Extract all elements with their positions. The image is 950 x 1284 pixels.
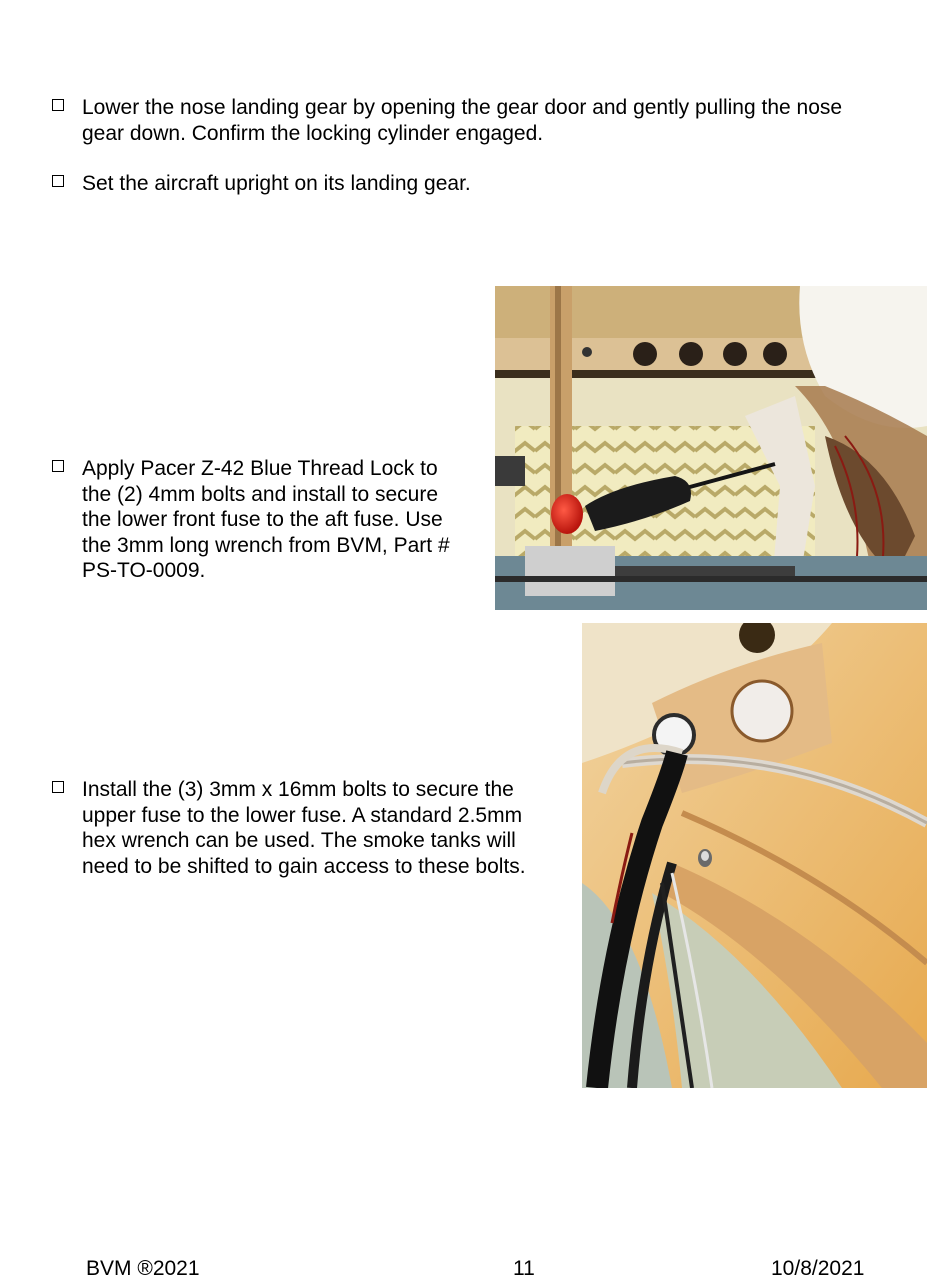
checkbox-icon[interactable] — [52, 175, 64, 187]
checkbox-icon[interactable] — [52, 781, 64, 793]
footer-date: 10/8/2021 — [771, 1257, 865, 1280]
step-text: Set the aircraft upright on its landing gear. — [82, 172, 471, 195]
checklist-item-thread-lock — [52, 456, 450, 584]
upper-fuse-bolts-photo — [582, 623, 927, 1088]
checklist-item-set-upright — [52, 171, 471, 197]
checkbox-icon[interactable] — [52, 99, 64, 111]
step-text: Apply Pacer Z-42 Blue Thread Lock to the (2) 4mm bolts and install to secure the lower front fuse to the aft fuse. Use the 3mm long wrench from BVM, Part # PS-TO-0009. — [82, 457, 450, 582]
step-text: Install the (3) 3mm x 16mm bolts to secure the upper fuse to the lower fuse. A standard 2.5mm hex wrench can be used. The smoke tanks will need to be shifted to gain access to these bolts. — [82, 778, 526, 878]
fuse-bolt-photo — [495, 286, 927, 610]
footer-copyright: BVM ®2021 — [86, 1257, 200, 1280]
checklist-item-upper-fuse-bolts — [52, 777, 526, 879]
checkbox-icon[interactable] — [52, 460, 64, 472]
step-text: Lower the nose landing gear by opening the gear door and gently pulling the nose gear down. Confirm the locking cylinder engaged. — [82, 96, 843, 145]
footer-page-number: 11 — [513, 1257, 535, 1280]
checklist-item-lower-nose-gear — [52, 95, 842, 146]
